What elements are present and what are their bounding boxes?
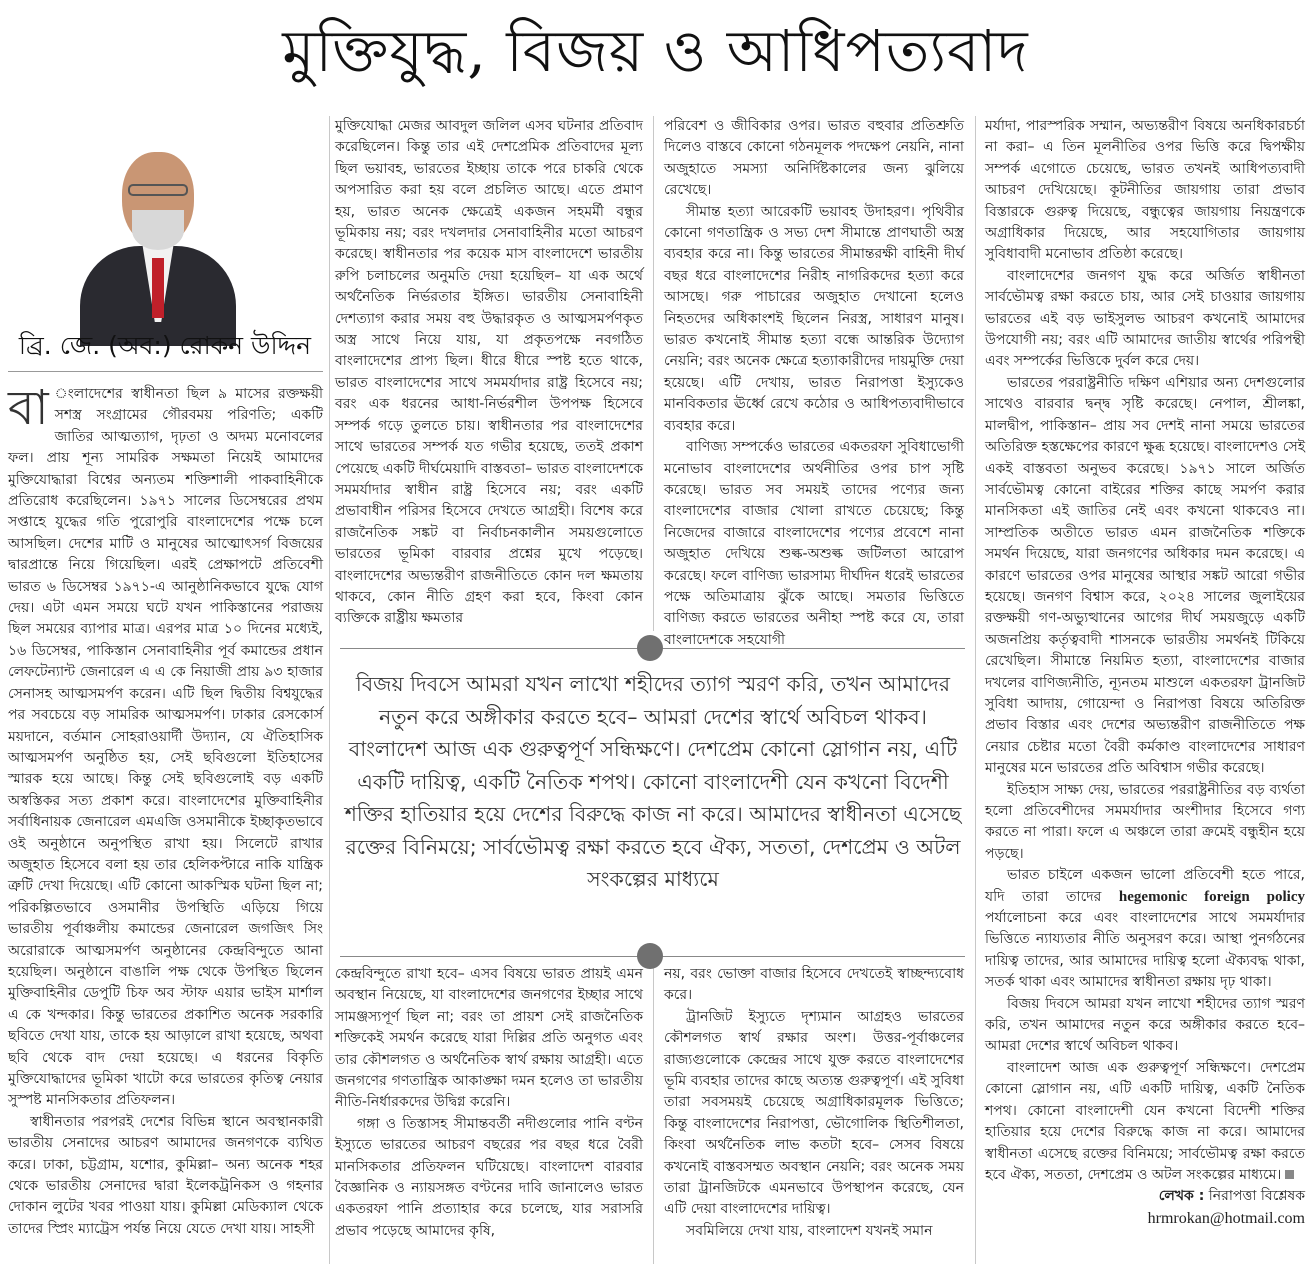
photo-beard	[132, 210, 184, 250]
english-phrase: hegemonic foreign policy	[1118, 888, 1305, 905]
paragraph-text: পর্যালোচনা করে এবং বাংলাদেশের সাথে সমমর্যাদার ভিত্তিতে ন্যায্যতার নীতি অনুসরণ করে। আস্থা পুনর্গঠনের দায়িত্ব তাদের, আর আমাদের দায়িত্ব হলো ঐক্যবদ্ধ থাকা, সতর্ক থাকা এবং আমাদের স্বাধীনতা রক্ষায় দৃঢ় থাকা।	[985, 910, 1305, 991]
paragraph: সবমিলিয়ে দেখা যায়, বাংলাদেশ যখনই সমান	[686, 1222, 933, 1239]
column-rule	[653, 964, 654, 1264]
article-column-2-bottom	[335, 964, 643, 1264]
paragraph: বিজয় দিবসে আমরা যখন লাখো শহীদের ত্যাগ স্মরণ করি, তখন আমাদের নতুন করে অঙ্গীকার করতে হবে– আমরা দেশের স্বার্থে অবিচল থাকব।	[985, 995, 1305, 1055]
article-column-2-top	[335, 116, 643, 631]
paragraph-text: ভারত চাইলে একজন ভালো প্রতিবেশী হতে পারে, যদি তারা তাদের	[985, 867, 1305, 905]
paragraph	[8, 380, 323, 1112]
author-name: ব্রি. জে. (অব:) রোকন উদ্দিন	[18, 331, 312, 360]
paragraph: ভারতের পররাষ্ট্রনীতি দক্ষিণ এশিয়ার অন্য দেশগুলোর সাথেও বারবার দ্বন্দ্ব সৃষ্টি করেছে। নেপাল, শ্রীলঙ্কা, মালদ্বীপ, পাকিস্তান– প্রায় সব দেশই নানা সময়ে ভারতের অতিরিক্ত হস্তক্ষেপের কারণে ক্ষুব্ধ হয়েছে। বাংলাদেশও সেই একই বাস্তবতা অনুভব করেছে। ১৯৭১ সালে অর্জিত সার্বভৌমত্ব কোনো বাইরের শক্তির কাছে সমর্পণ করার মানসিকতা এই জাতির নেই এবং কখনো থাকবেও না। সাম্প্রতিক অতীতে ভারত এমন রাজনৈতিক শক্তিকে সমর্থন দিয়েছে, যারা জনগণের অধিকার দমন করেছে। এ কারণে ভারতের ওপর মানুষের আস্থার সঙ্কট আরো গভীর হয়েছে। জনগণ বিশ্বাস করে, ২০২৪ সালের জুলাইয়ের রক্তক্ষয়ী গণ-অভ্যুত্থানের আগের দীর্ঘ সময়জুড়ে একটি অজনপ্রিয় কর্তৃত্ববাদী শাসনকে ভারতীয় সমর্থনই টিকিয়ে রেখেছিল। সীমান্তে নিয়মিত হত্যা, বাংলাদেশের বাজার দখলের বাণিজ্যনীতি, ন্যূনতম মাশুলে একতরফা ট্রানজিট সুবিধা আদায়, গোয়েন্দা ও নিরাপত্তা বিষয়ে অতিরিক্ত প্রভাব বিস্তার এবং দেশের অভ্যন্তরীণ রাজনীতিতে পক্ষ নেয়ার চেষ্টার মতো বৈরী কর্মকাণ্ড বাংলাদেশের সাধারণ মানুষের মনে ভারতের প্রতি অবিশ্বাস গভীর করেছে।	[985, 374, 1305, 777]
byline	[985, 1186, 1305, 1207]
paragraph: সীমান্ত হত্যা আরেকটি ভয়াবহ উদাহরণ। পৃথিবীর কোনো গণতান্ত্রিক ও সভ্য দেশ সীমান্তে প্রাণঘাতী অস্ত্র ব্যবহার করে না। কিন্তু ভারতের সীমান্তরক্ষী বাহিনী দীর্ঘ বছর ধরে বাংলাদেশের নিরীহ নাগরিকদের হত্যা করে আসছে। গরু পাচারের অজুহাত দেখানো হলেও নিহতদের অধিকাংশই ছিলেন নিরস্ত্র, সাধারণ মানুষ। ভারত কখনোই সীমান্ত হত্যা বন্ধে আন্তরিক উদ্যোগ নেয়নি; বরং অনেক ক্ষেত্রে হত্যাকারীদের দায়মুক্তি দেয়া হয়েছে। এটি দেখায়, ভারত নিরাপত্তা ইস্যুকেও মানবিকতার ঊর্ধ্বে রেখে কঠোর ও আধিপত্যবাদীভাবে ব্যবহার করে।	[664, 203, 964, 434]
paragraph: ট্রানজিট ইস্যুতে দৃশ্যমান আগ্রহও ভারতের কৌশলগত স্বার্থ রক্ষার অংশ। উত্তর-পূর্বাঞ্চলের রাজ্যগুলোকে কেন্দ্রের সাথে যুক্ত করতে বাংলাদেশের ভূমি ব্যবহার তাদের কাছে অত্যন্ত গুরুত্বপূর্ণ। এই সুবিধা তারা সবসময়ই চেয়েছে অগ্রাধিকারমূলক ভিত্তিতে; কিন্তু বাংলাদেশের নিরাপত্তা, ভৌগোলিক স্থিতিশীলতা, কিংবা অর্থনৈতিক লাভ কতটা হবে– সেসব বিষয়ে কখনোই বাস্তবসম্মত অবস্থান নেয়নি; বরং অনেক সময় তারা ট্রানজিটকে এমনভাবে উপস্থাপন করেছে, যেন এটি দেয়া বাংলাদেশের দায়িত্ব।	[664, 1008, 964, 1218]
pull-quote: বিজয় দিবসে আমরা যখন লাখো শহীদের ত্যাগ স্মরণ করি, তখন আমাদের নতুন করে অঙ্গীকার করতে হবে– আমরা দেশের স্বার্থে অবিচল থাকব। বাংলাদেশ আজ এক গুরুত্বপূর্ণ সন্ধিক্ষণে। দেশপ্রেম কোনো স্লোগান নয়, এটি একটি দায়িত্ব, একটি নৈতিক শপথ। কোনো বাংলাদেশী যেন কখনো বিদেশী শক্তির হাতিয়ার হয়ে দেশের বিরুদ্ধে কাজ না করে। আমাদের স্বাধীনতা এসেছে রক্তের বিনিময়ে; সার্বভৌমত্ব রক্ষা করতে হবে ঐক্য, সততা, দেশপ্রেম ও অটল সংকল্পের মাধ্যমে	[344, 672, 962, 891]
paragraph-text: বাংলাদেশ আজ এক গুরুত্বপূর্ণ সন্ধিক্ষণে। দেশপ্রেম কোনো স্লোগান নয়, এটি একটি দায়িত্ব, একটি নৈতিক শপথ। কোনো বাংলাদেশী যেন কখনো বিদেশী শক্তির হাতিয়ার হয়ে দেশের বিরুদ্ধে কাজ না করে। আমাদের স্বাধীনতা এসেছে রক্তের বিনিময়ে; সার্বভৌমত্ব রক্ষা করতে হবে ঐক্য, সততা, দেশপ্রেম ও অটল সংকল্পের মাধ্যমে।	[985, 1059, 1305, 1183]
paragraph: স্বাধীনতার পরপরই দেশের বিভিন্ন স্থানে অবস্থানকারী ভারতীয় সেনাদের আচরণ আমাদের জনগণকে ব্যথিত করে। ঢাকা, চট্টগ্রাম, যশোর, কুমিল্লা– অন্য অনেক শহর থেকে ভারতীয় সেনাদের দ্বারা ইলেকট্রনিকস ও গহনার দোকান লুটের খবর পাওয়া যায়। কুমিল্লা মেডিক্যাল থেকে তাদের স্প্রিং ম্যাট্রেস পর্যন্ত নিয়ে যেতে দেখা যায়। সাহসী	[8, 1113, 323, 1237]
headline: মুক্তিযুদ্ধ, বিজয় ও আধিপত্যবাদ	[282, 17, 1029, 85]
author-email[interactable]: hrmrokan@hotmail.com	[1147, 1209, 1305, 1227]
paragraph: মুক্তিযোদ্ধা মেজর আবদুল জলিল এসব ঘটনার প্রতিবাদ করেছিলেন। কিন্তু তার এই দেশপ্রেমিক প্রতিবাদের মূল্য ছিল ভয়াবহ, ভারতের ইচ্ছায় তাকে পরে চাকরি থেকে অপসারিত করা হয় বলে প্রচলিত আছে। এতে প্রমাণ হয়, ভারত অনেক ক্ষেত্রেই একজন সহমর্মী বন্ধুর ভূমিকায় নয়; বরং দখলদার সেনাবাহিনীর মতো আচরণ করেছে। স্বাধীনতার পর কয়েক মাস বাংলাদেশে ভারতীয় রুপি চলাচলের অনুমতি দেয়া হয়েছিল– যা এক অর্থে অর্থনৈতিক নির্ভরতার ইঙ্গিত। ভারতীয় সেনাবাহিনী দেশত্যাগ করার সময় বহু উদ্ধারকৃত ও আত্মসমর্পণকৃত অস্ত্র সাথে নিয়ে যায়, যা প্রকৃতপক্ষে নবগঠিত বাংলাদেশের প্রাপ্য ছিল। ধীরে ধীরে স্পষ্ট হতে থাকে, ভারত বাংলাদেশের সাথে সমমর্যাদার রাষ্ট্র হিসেবে নয়; বরং এক ধরনের আধা-নির্ভরশীল উপপক্ষ হিসেবে সম্পর্ক গড়ে তুলতে চায়। স্বাধীনতার পর বাংলাদেশের সাথে ভারতের সম্পর্ক যত গভীর হয়েছে, ততই প্রকাশ পেয়েছে একটি দীর্ঘমেয়াদি বাস্তবতা– ভারত বাংলাদেশকে সমমর্যাদার স্বাধীন রাষ্ট্র হিসেবে নয়; বরং একটি প্রভাবাধীন পরিসর হিসেবে দেখতে আগ্রহী। বিশেষ করে রাজনৈতিক সঙ্কট বা নির্বাচনকালীন সময়গুলোতে ভারতের ভূমিকা বারবার প্রশ্নের মুখে পড়েছে। বাংলাদেশের অভ্যন্তরীণ রাজনীতিতে কোন দল ক্ষমতায় থাকবে, কোন নীতি গ্রহণ করা হবে, কিংবা কোন ব্যক্তিকে রাষ্ট্রীয় ক্ষমতার	[335, 118, 643, 627]
photo-tie	[152, 258, 164, 318]
author-divider	[8, 371, 323, 372]
column-rule	[653, 116, 654, 631]
article-column-3-bottom	[664, 964, 964, 1264]
paragraph: গঙ্গা ও তিস্তাসহ সীমান্তবর্তী নদীগুলোর পানি বণ্টন ইস্যুতে ভারতের আচরণ বছরের পর বছর ধরে বৈরী মানসিকতার প্রতিফলন ঘটিয়েছে। বাংলাদেশ বারবার বৈজ্ঞানিক ও ন্যায়সঙ্গত বণ্টনের দাবি জানালেও ভারত একতরফা পানি প্রত্যাহার করে চলেছে, যার সরাসরি প্রভাব পড়েছে আমাদের কৃষি,	[335, 1115, 643, 1239]
paragraph	[985, 865, 1305, 993]
article-column-1	[8, 380, 323, 1264]
end-mark-icon	[1285, 1170, 1294, 1179]
paragraph: পরিবেশ ও জীবিকার ওপর। ভারত বহুবার প্রতিশ্রুতি দিলেও বাস্তবে কোনো গঠনমূলক পদক্ষেপ নেয়নি, নানা অজুহাতে সমস্যা অনির্দিষ্টকালের জন্য ঝুলিয়ে রেখেছে।	[664, 118, 964, 199]
column-rule	[975, 116, 976, 1264]
byline-label: লেখক :	[1158, 1188, 1205, 1205]
paragraph: নয়, বরং ভোক্তা বাজার হিসেবে দেখতেই স্বাচ্ছন্দ্যবোধ করে।	[664, 966, 964, 1004]
photo-glasses	[128, 184, 188, 196]
author-photo	[58, 118, 258, 318]
column-rule	[329, 116, 330, 1264]
drop-cap: বা	[8, 380, 49, 436]
article-column-4	[985, 116, 1305, 1266]
paragraph: ইতিহাস সাক্ষ্য দেয়, ভারতের পররাষ্ট্রনীতির বড় ব্যর্থতা হলো প্রতিবেশীদের সমমর্যাদার অংশীদার হিসেবে গণ্য করতে না পারা। ফলে এ অঞ্চলে তারা ক্রমেই বন্ধুহীন হয়ে পড়ছে।	[985, 781, 1305, 862]
byline-role: নিরাপত্তা বিশ্লেষক	[1208, 1188, 1305, 1205]
divider-dot	[637, 635, 663, 661]
article-column-3-top	[664, 116, 964, 648]
paragraph: মর্যাদা, পারস্পরিক সম্মান, অভ্যন্তরীণ বিষয়ে অনধিকারচর্চা না করা– এ তিন মূলনীতির ওপর ভিত্তি করে দ্বিপক্ষীয় সম্পর্ক এগোতে চেয়েছে, ভারত তখনই আধিপত্যবাদী আচরণ দেখিয়েছে। কূটনীতির জায়গায় তারা প্রভাব বিস্তারকে গুরুত্ব দিয়েছে, বন্ধুত্বের জায়গায় নিয়ন্ত্রণকে অগ্রাধিকার দিয়েছে, আর সহযোগিতার জায়গায় সুবিধাবাদী মনোভাব প্রতিষ্ঠা করেছে।	[985, 118, 1305, 263]
paragraph	[985, 1058, 1305, 1186]
paragraph: কেন্দ্রবিন্দুতে রাখা হবে– এসব বিষয়ে ভারত প্রায়ই এমন অবস্থান নিয়েছে, যা বাংলাদেশের জনগণের ইচ্ছার সাথে সামঞ্জস্যপূর্ণ ছিল না; বরং তা প্রায়শ সেই রাজনৈতিক শক্তিকেই সমর্থন করেছে যারা দিল্লির প্রতি অনুগত এবং তার কৌশলগত ও অর্থনৈতিক স্বার্থ রক্ষায় আগ্রহী। এতে জনগণের গণতান্ত্রিক আকাঙ্ক্ষা দমন হলেও তা ভারতীয় নীতি-নির্ধারকদের উদ্বিগ্ন করেনি।	[335, 966, 643, 1111]
paragraph-text: ংলাদেশের স্বাধীনতা ছিল ৯ মাসের রক্তক্ষয়ী সশস্ত্র সংগ্রামের গৌরবময় পরিণতি; একটি জাতির আত্মত্যাগ, দৃঢ়তা ও অদম্য মনোবলের ফল। প্রায় শূন্য সামরিক সক্ষমতা নিয়েই আমাদের মুক্তিযোদ্ধারা বিশ্বের অন্যতম শক্তিশালী পাকবাহিনীকে প্রতিরোধ করেছিলেন। ১৯৭১ সালের ডিসেম্বরের প্রথম সপ্তাহে যুদ্ধের গতি পুরোপুরি বাংলাদেশের পক্ষে চলে আসছিল। দেশের মাটি ও মানুষের আত্মোৎসর্গ বিজয়ের দ্বারপ্রান্তে নিয়ে গিয়েছিল। এরই প্রেক্ষাপটে প্রতিবেশী ভারত ৬ ডিসেম্বর ১৯৭১-এ আনুষ্ঠানিকভাবে যুদ্ধে যোগ দেয়। এটা এমন সময়ে ঘটে যখন পাকিস্তানের পরাজয় ছিল সময়ের ব্যাপার মাত্র। এরপর মাত্র ১০ দিনের মধ্যেই, ১৬ ডিসেম্বর, পাকিস্তান সেনাবাহিনীর পূর্ব কমান্ডের প্রধান লেফটেন্যান্ট জেনারেল এ এ কে নিয়াজী প্রায় ৯৩ হাজার সেনাসহ আত্মসমর্পণ করেন। এটি ছিল দ্বিতীয় বিশ্বযুদ্ধের পর সবচেয়ে বড় সামরিক আত্মসমর্পণ। ঢাকার রেসকোর্স ময়দানে, বর্তমান সোহরাওয়ার্দী উদ্যান, যে ঐতিহাসিক আত্মসমর্পণ অনুষ্ঠিত হয়, সেই ছবিগুলো ইতিহাসের স্মারক হয়ে আছে। কিন্তু সেই ছবিগুলোই বড় একটি অস্বস্তিকর সত্য প্রকাশ করে। বাংলাদেশের মুক্তিবাহিনীর সর্বাধিনায়ক জেনারেল এমএজি ওসমানীকে ইচ্ছাকৃতভাবে ওই অনুষ্ঠানে অনুপস্থিত রাখা হয়। সিলেটে রাখার অজুহাত হিসেবে বলা হয় তার হেলিকপ্টারে নাকি যান্ত্রিক ত্রুটি দেখা দিয়েছে। এটি কোনো আকস্মিক ঘটনা ছিল না; পরিকল্পিতভাবে ওসমানীর উপস্থিতি এড়িয়ে গিয়ে ভারতীয় পূর্বাঞ্চলীয় কমান্ডের জেনারেল জগজিৎ সিং অরোরাকে আত্মসমর্পণ অনুষ্ঠানের কেন্দ্রবিন্দুতে আনা হয়েছিল। অনুষ্ঠানে বাঙালি পক্ষ থেকে উপস্থিত ছিলেন মুক্তিবাহিনীর ডেপুটি চিফ অব স্টাফ এয়ার ভাইস মার্শাল এ কে খন্দকার। কিন্তু ভারতের প্রকাশিত অনেক সরকারি ছবিতে দেখা যায়, তাকে হয় আড়ালে রাখা হয়েছে, অথবা ছবি থেকে বাদ দেয়া হয়েছে। এ ধরনের বিকৃতি মুক্তিযোদ্ধাদের ভূমিকা খাটো করে ভারতের কৃতিত্ব নেয়ার সুস্পষ্ট মানসিকতার প্রতিফলন।	[8, 386, 323, 1109]
paragraph: বাংলাদেশের জনগণ যুদ্ধ করে অর্জিত স্বাধীনতা সার্বভৌমত্ব রক্ষা করতে চায়, আর সেই চাওয়ার জায়গায় ভারতের এই বড় ভাইসুলভ আচরণ কখনোই আমাদের উপযোগী নয়; বরং এটি আমাদের জাতীয় স্বার্থের পরিপন্থী এবং সম্পর্কের ভিত্তিকে দুর্বল করে দেয়।	[985, 267, 1305, 370]
paragraph: বাণিজ্য সম্পর্কেও ভারতের একতরফা সুবিধাভোগী মনোভাব বাংলাদেশের অর্থনীতির ওপর চাপ সৃষ্টি করেছে। ভারত সব সময়ই তাদের পণ্যের জন্য বাংলাদেশের বাজার খোলা রাখতে চেয়েছে; কিন্তু নিজেদের বাজারে বাংলাদেশের পণ্যের প্রবেশে নানা অজুহাত দেখিয়ে শুল্ক-অশুল্ক জটিলতা আরোপ করেছে। ফলে বাণিজ্য ভারসাম্য দীর্ঘদিন ধরেই ভারতের পক্ষে অতিমাত্রায় ঝুঁকে আছে। সমতার ভিত্তিতে বাণিজ্য করতে ভারতের অনীহা স্পষ্ট করে যে, তারা বাংলাদেশকে সহযোগী	[664, 439, 964, 648]
